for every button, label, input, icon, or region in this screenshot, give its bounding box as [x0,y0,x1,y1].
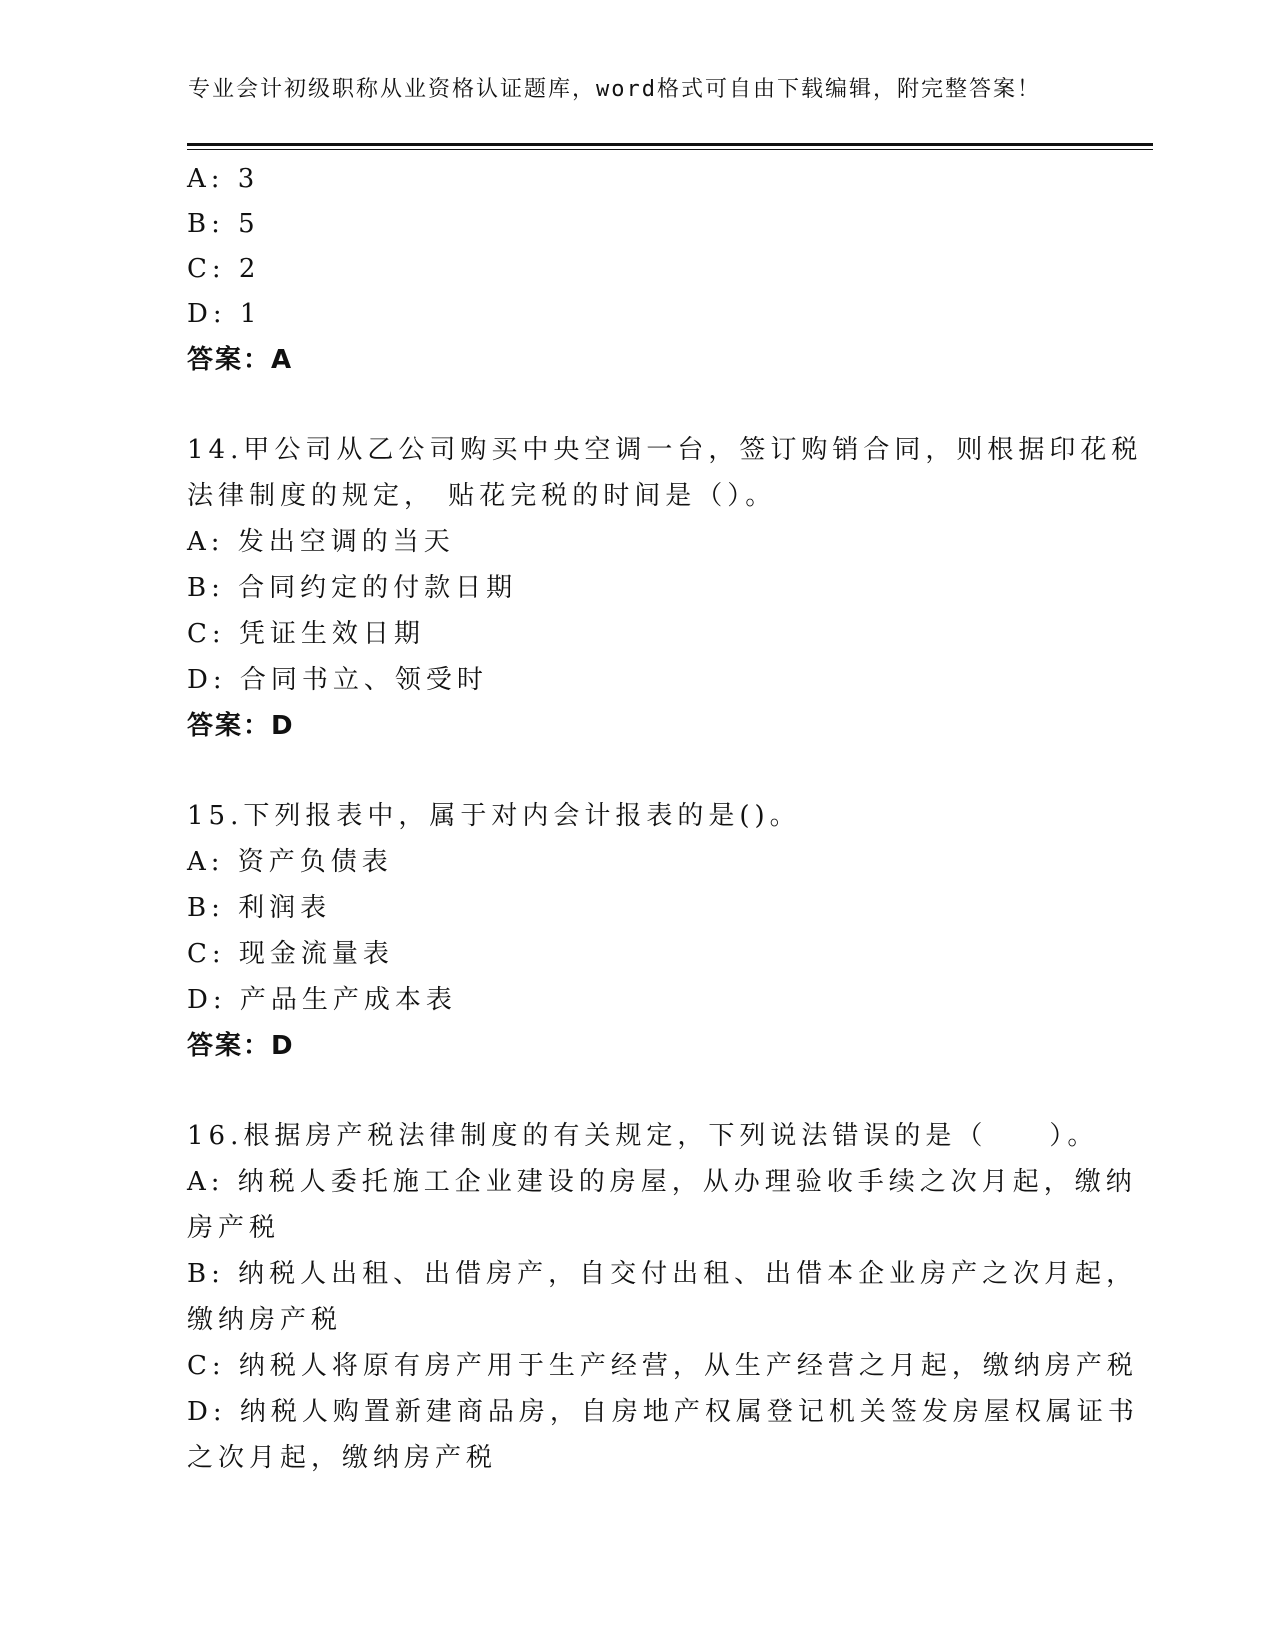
spacer [187,1069,1087,1113]
option-b: B: 利润表 [187,893,332,923]
header-rule-thick [187,143,1153,146]
option-d-cont: 之次月起，缴纳房产税 [187,1443,498,1473]
spacer [187,749,1087,793]
answer: 答案：A [187,345,294,375]
option-b: B: 5 [187,209,260,239]
option-b: B: 合同约定的付款日期 [187,573,518,603]
question-15 [187,793,1087,1069]
prev-question-block [187,157,1087,383]
page-header: 专业会计初级职称从业资格认证题库，word格式可自由下载编辑，附完整答案！ [188,77,1041,102]
question-stem: 15.下列报表中，属于对内会计报表的是()。 [187,801,801,831]
option-d: D: 产品生产成本表 [187,985,457,1015]
option-c: C: 纳税人将原有房产用于生产经营，从生产经营之月起，缴纳房产税 [187,1351,1138,1381]
option-a: A: 发出空调的当天 [187,527,455,557]
answer: 答案：D [187,711,295,741]
option-c: C: 2 [187,254,261,284]
option-a-cont: 房产税 [187,1213,281,1243]
option-a: A: 资产负债表 [187,847,393,877]
option-d: D: 合同书立、领受时 [187,665,488,695]
question-stem: 14.甲公司从乙公司购买中央空调一台，签订购销合同，则根据印花税 [187,435,1143,465]
option-a: A: 3 [187,164,260,194]
option-a: A: 纳税人委托施工企业建设的房屋，从办理验收手续之次月起，缴纳 [187,1167,1137,1197]
question-stem: 法律制度的规定， 贴花完税的时间是（）。 [187,481,777,511]
answer: 答案：D [187,1031,295,1061]
spacer [187,383,1087,427]
option-d: D: 1 [187,299,262,329]
option-b: B: 纳税人出租、出借房产，自交付出租、出借本企业房产之次月起， [187,1259,1138,1289]
option-b-cont: 缴纳房产税 [187,1305,343,1335]
option-c: C: 凭证生效日期 [187,619,425,649]
question-14 [187,427,1143,749]
option-c: C: 现金流量表 [187,939,394,969]
header-rule-thin [187,149,1153,150]
question-16 [187,1113,1139,1481]
option-d: D: 纳税人购置新建商品房，自房地产权属登记机关签发房屋权属证书 [187,1397,1139,1427]
question-stem: 16.根据房产税法律制度的有关规定，下列说法错误的是（ ）。 [187,1121,1099,1151]
document-body [187,157,1143,1481]
